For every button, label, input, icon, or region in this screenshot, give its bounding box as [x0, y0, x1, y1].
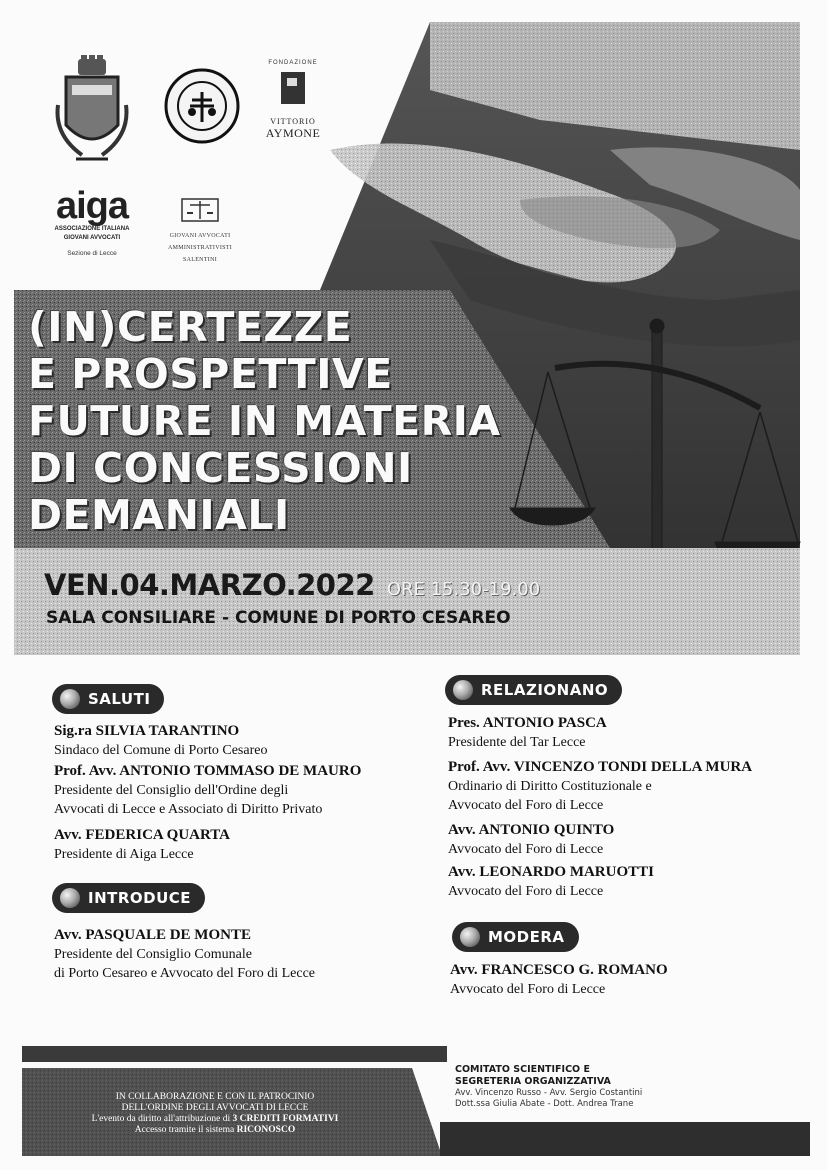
scientific-committee — [455, 1064, 642, 1110]
speaker-role: Avvocato del Foro di Lecce — [450, 982, 606, 997]
bullet-icon — [453, 680, 473, 700]
event-date-row — [44, 568, 540, 602]
aymone-last-name: AYMONE — [265, 126, 321, 140]
speaker — [54, 926, 315, 983]
access-prefix: Accesso tramite il sistema — [134, 1125, 237, 1135]
speaker-role: Presidente del Consiglio Comunale — [54, 947, 252, 962]
speaker-role: Presidente di Aiga Lecce — [54, 847, 194, 862]
speaker-name: Pres. ANTONIO PASCA — [448, 715, 607, 731]
event-date: VEN.04.MARZO.2022 — [44, 568, 375, 602]
speaker — [448, 714, 607, 752]
speaker — [448, 758, 752, 815]
speaker — [54, 722, 267, 760]
giovani-avvocati-amministrativisti-logo — [160, 193, 240, 264]
fondazione-aymone-logo — [265, 60, 321, 152]
credits-line — [40, 1114, 390, 1125]
speaker-name: Avv. PASQUALE DE MONTE — [54, 927, 251, 943]
speaker-role: Avvocato del Foro di Lecce — [448, 842, 604, 857]
collab-line: DELL'ORDINE DEGLI AVVOCATI DI LECCE — [121, 1103, 309, 1113]
speaker — [54, 826, 230, 864]
speaker-name: Prof. Avv. ANTONIO TOMMASO DE MAURO — [54, 763, 362, 779]
aymone-first-name: VITTORIO — [270, 117, 316, 126]
aiga-line2: GIOVANI AVVOCATI — [63, 235, 121, 241]
event-time: ORE 15.30-19.00 — [386, 579, 541, 600]
introduce-heading — [52, 883, 205, 913]
speaker-name: Avv. FRANCESCO G. ROMANO — [450, 962, 668, 978]
committee-members: Avv. Vincenzo Russo - Avv. Sergio Costantini — [455, 1088, 643, 1098]
speaker-role: Ordinario di Diritto Costituzionale e — [448, 779, 652, 794]
aiga-wordmark: aiga — [55, 185, 129, 227]
relazionano-label: RELAZIONANO — [481, 681, 609, 699]
speaker — [448, 821, 614, 859]
speaker — [450, 961, 668, 999]
speaker-role: di Porto Cesareo e Avvocato del Foro di Lecce — [54, 966, 315, 981]
speaker-name: Prof. Avv. VINCENZO TONDI DELLA MURA — [448, 759, 753, 775]
saluti-heading — [52, 684, 164, 714]
aymone-top-text: FONDAZIONE — [268, 60, 318, 66]
title-line: (IN)CERTEZZE — [28, 303, 353, 351]
credits-count: 3 CREDITI FORMATIVI — [232, 1114, 339, 1124]
collab-line: IN COLLABORAZIONE E CON IL PATROCINIO — [115, 1092, 315, 1102]
event-title — [28, 304, 508, 539]
modera-label: MODERA — [488, 928, 565, 946]
ordine-avvocati-seal-logo — [164, 68, 240, 144]
access-line — [40, 1125, 390, 1136]
introduce-label: INTRODUCE — [88, 889, 192, 907]
speaker-role: Sindaco del Comune di Porto Cesareo — [54, 743, 268, 758]
speaker-role: Avvocati di Lecce e Associato di Diritto Privato — [54, 802, 323, 817]
speaker-name: Avv. LEONARDO MARUOTTI — [448, 864, 654, 880]
relazionano-heading — [445, 675, 622, 705]
gaas-line1: GIOVANI AVVOCATI — [169, 233, 231, 239]
aiga-line1: ASSOCIAZIONE ITALIANA — [54, 226, 130, 232]
title-line: E PROSPETTIVE — [28, 350, 393, 398]
modera-heading — [452, 922, 579, 952]
speaker-role: Avvocato del Foro di Lecce — [448, 798, 604, 813]
committee-members: Dott.ssa Giulia Abate - Dott. Andrea Trane — [455, 1099, 634, 1109]
speaker-role: Presidente del Tar Lecce — [448, 735, 586, 750]
bullet-icon — [60, 888, 80, 908]
speaker-role: Presidente del Consiglio dell'Ordine degli — [54, 783, 289, 798]
saluti-label: SALUTI — [88, 690, 151, 708]
bullet-icon — [60, 689, 80, 709]
title-line: DEMANIALI — [28, 491, 290, 539]
aiga-section: Sezione di Lecce — [67, 250, 117, 257]
footer-bottom-band — [440, 1122, 810, 1156]
aiga-logo — [46, 185, 138, 257]
speaker-name: Avv. ANTONIO QUINTO — [448, 822, 615, 838]
committee-title: COMITATO SCIENTIFICO E — [455, 1064, 590, 1075]
bullet-icon — [460, 927, 480, 947]
speaker-name: Sig.ra SILVIA TARANTINO — [54, 723, 240, 739]
gaas-line2: AMMINISTRATIVISTI — [167, 245, 233, 251]
footer-patronage-text — [40, 1092, 390, 1136]
balance-book-icon — [178, 193, 222, 223]
speaker — [54, 762, 361, 819]
access-system: RICONOSCO — [236, 1125, 296, 1135]
speaker — [448, 863, 654, 901]
footer-divider — [22, 1046, 447, 1062]
event-venue: SALA CONSILIARE - COMUNE DI PORTO CESAREO — [46, 608, 511, 628]
speaker-role: Avvocato del Foro di Lecce — [448, 884, 604, 899]
committee-title: SEGRETERIA ORGANIZZATIVA — [455, 1076, 611, 1087]
comune-crest-logo — [52, 55, 132, 167]
gaas-line3: SALENTINI — [182, 257, 218, 263]
speaker-name: Avv. FEDERICA QUARTA — [54, 827, 231, 843]
title-line: DI CONCESSIONI — [28, 444, 413, 492]
credits-prefix: L'evento da diritto all'attribuzione di — [91, 1114, 233, 1124]
title-line: FUTURE IN MATERIA — [28, 397, 501, 445]
